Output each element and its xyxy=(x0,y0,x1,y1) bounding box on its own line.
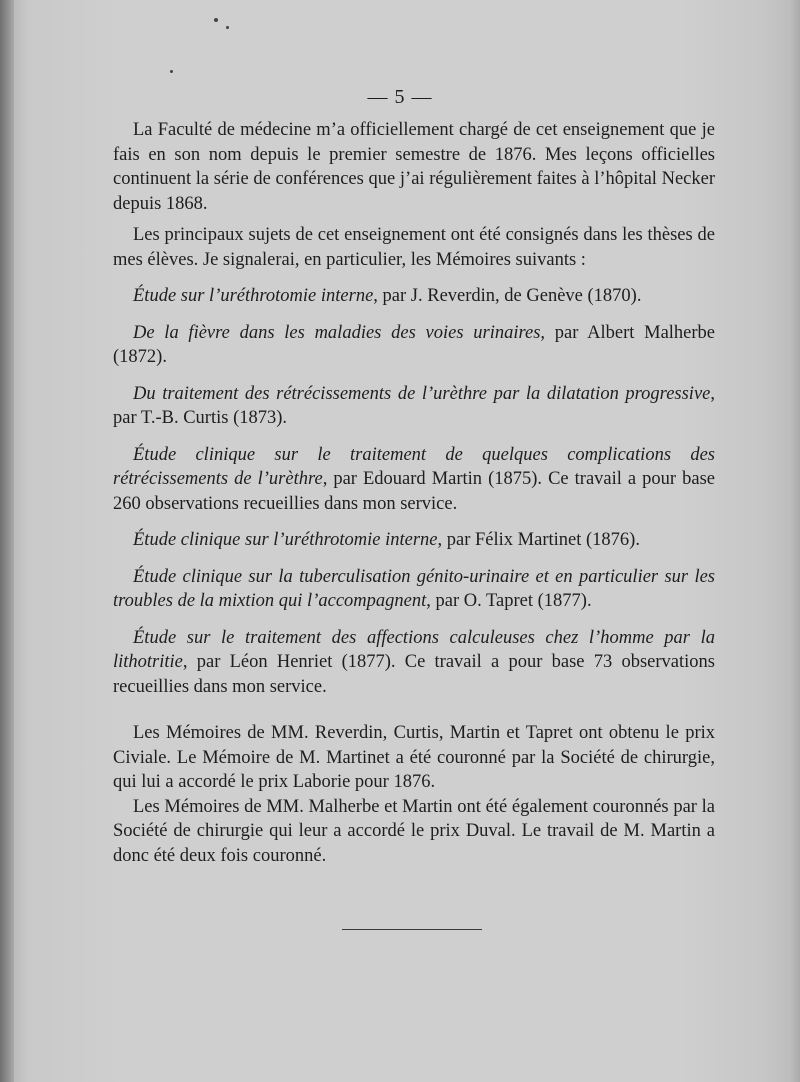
subjects-paragraph: Les principaux sujets de cet enseignement ont été consignés dans les thèses de mes élèves. Je signalerai, en particulier, les Mémoires suivants : xyxy=(113,225,715,270)
memoir-title: Étude clinique sur l’uréthrotomie interne xyxy=(133,530,438,550)
prizes-paragraph: Les Mémoires de MM. Reverdin, Curtis, Martin et Tapret ont obtenu le prix Civiale. Le Mémoire de M. Martinet a été couronné par la Société de chirurgie, qui lui a accordé le prix Laborie pour 1876. xyxy=(113,723,715,792)
memoir-title: Du traitement des rétrécissements de l’urèthre par la dilatation progressive xyxy=(133,383,711,404)
memoir-details: , par Albert Malherbe (1872). xyxy=(113,322,716,367)
duval-paragraph: Les Mémoires de MM. Malherbe et Martin ont été également couronnés par la Société de chirurgie qui leur a accordé le prix Duval. Le travail de M. Martin a donc été deux fois couronné. xyxy=(113,796,715,866)
memoir-entry xyxy=(113,382,715,431)
memoir-title: Étude clinique sur le traitement de quelques complications des rétrécissements de l’urèthre xyxy=(113,444,715,489)
memoir-details: , par T.-B. Curtis (1873). xyxy=(113,383,715,428)
ink-speck xyxy=(214,18,218,22)
memoir-title: De la fièvre dans les maladies des voies urinaires xyxy=(133,322,541,343)
book-spine-shadow xyxy=(0,0,14,1082)
memoir-details: , par Edouard Martin (1875). Ce travail a pour base 260 observations recueillies dans mon service. xyxy=(113,469,715,514)
memoir-details: , par O. Tapret (1877). xyxy=(426,591,592,611)
intro-paragraph: La Faculté de médecine m’a officiellement chargé de cet enseignement que je fais en son nom depuis le premier semestre de 1876. Mes leçons officielles continuent la série de conférences que j’ai régulièrement faites à l’hôpital Necker depuis 1868. xyxy=(113,120,715,214)
memoir-entry xyxy=(113,626,715,700)
memoir-title: Étude clinique sur la tuberculisation génito-urinaire et en particulier sur les troubles de la mixtion qui l’accompagnent xyxy=(113,566,715,611)
memoir-details: , par J. Reverdin, de Genève (1870). xyxy=(373,286,642,306)
memoir-entry xyxy=(113,443,715,517)
closing-rule xyxy=(342,929,482,930)
memoir-title: Étude sur le traitement des affections calculeuses chez l’homme par la lithotritie xyxy=(113,627,715,672)
memoir-details: , par Félix Martinet (1876). xyxy=(437,530,640,550)
body-text xyxy=(113,118,715,868)
memoir-entry xyxy=(113,284,715,309)
memoir-title: Étude sur l’uréthrotomie interne xyxy=(133,286,374,306)
memoir-entry xyxy=(113,321,715,370)
ink-speck xyxy=(226,26,229,29)
page-number: — 5 — xyxy=(367,86,433,108)
memoir-details: , par Léon Henriet (1877). Ce travail a pour base 73 observations recueillies dans mon service. xyxy=(113,652,715,697)
memoir-entry xyxy=(113,528,715,553)
memoir-entry xyxy=(113,565,715,614)
ink-speck xyxy=(170,70,173,73)
